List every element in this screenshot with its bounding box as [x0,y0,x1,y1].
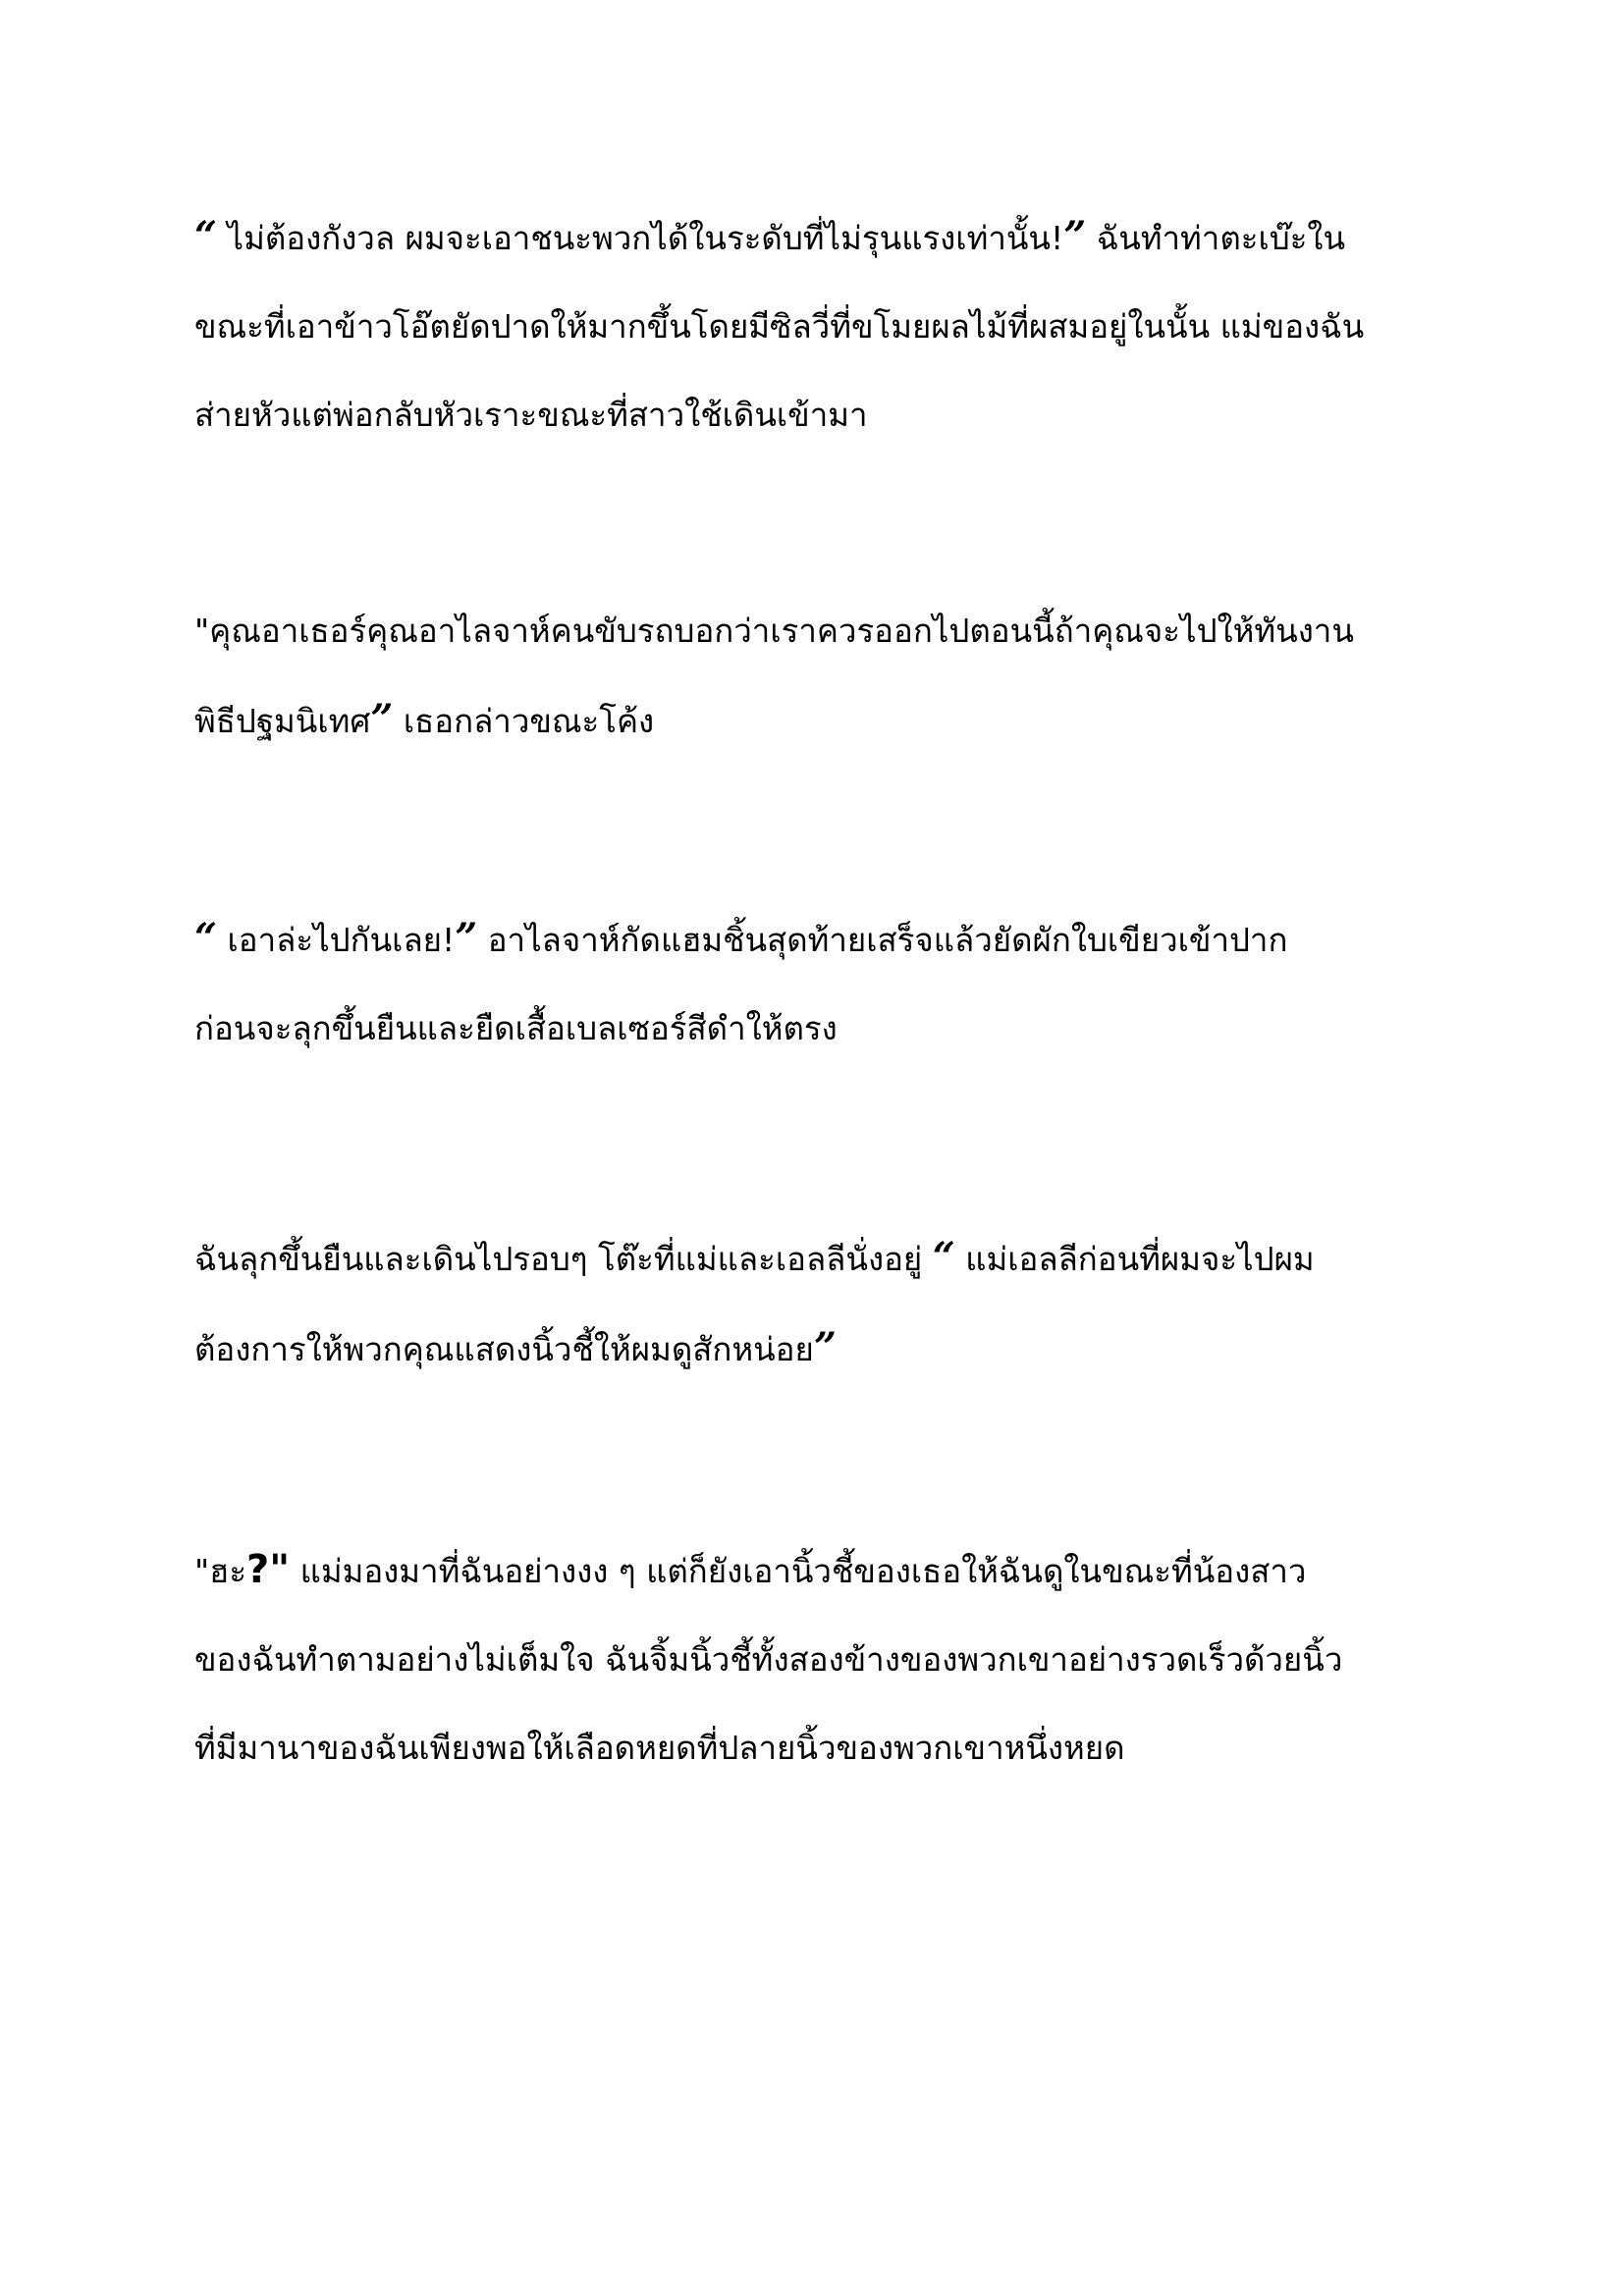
open-quote: “ [194,915,218,961]
close-quote: ” [455,915,478,961]
text-line [194,1616,1441,1704]
text-run: แม่เอลลีก่อนที่ผมจะไปผม [954,1240,1315,1278]
close-quote: ” [813,1324,837,1370]
text-run: "คุณอาเธอร์คุณอาไลจาห์คนขับรถบอกว่าเราควรออกไปตอนนี้ถ้าคุณจะไปให้ทันงาน [194,612,1354,650]
text-line [194,192,1441,283]
text-run: ที่มีมานาของฉันเพียงพอให้เลือดหยดที่ปลายนิ้วของพวกเขาหนึ่งหยด [194,1729,1125,1767]
paragraph-3 [194,894,1441,1073]
text-run: เอาล่ะไปกันเลย! [217,921,456,959]
text-run: ต้องการให้พวกคุณแสดงนิ้วชี้ให้ผมดูสักหน่อย [194,1330,814,1368]
paragraph-1 [194,192,1441,459]
paragraph-5 [194,1525,1441,1792]
text-run: อาไลจาห์กัดแฮมชิ้นสุดท้ายเสร็จแล้วยัดผักใบเขียวเข้าปาก [477,921,1288,959]
text-run: ขณะที่เอาข้าวโอ๊ตยัดปาดให้มากขึ้นโดยมีซิลวี่ที่ขโมยผลไม้ที่ผสมอยู่ในนั้น แม่ของฉัน [194,307,1365,346]
open-quote: “ [932,1234,955,1280]
question-mark: ?" [246,1547,291,1592]
text-line [194,283,1441,371]
text-run: ของฉันทำตามอย่างไม่เต็มใจ ฉันจิ้มนิ้วชี้ทั้งสองข้างของพวกเขาอย่างรวดเร็วด้วยนิ้ว [194,1640,1343,1679]
text-run: ฉันทำท่าตะเบ๊ะใน [1086,219,1346,257]
text-line [194,894,1441,985]
text-line [194,985,1441,1073]
open-quote: “ [194,213,218,259]
text-run: ส่ายหัวแต่พ่อกลับหัวเราะขณะที่สาวใช้เดินเข้ามา [194,396,868,434]
text-run: ไม่ต้องกังวล ผมจะเอาชนะพวกได้ในระดับที่ไม่รุนแรงเท่านั้น! [217,219,1064,257]
close-quote: ” [1063,213,1087,259]
text-line [194,587,1441,675]
text-run: แม่มองมาที่ฉันอย่างงง ๆ แต่ก็ยังเอานิ้วชี้ของเธอให้ฉันดูในขณะที่น้องสาว [290,1552,1307,1590]
text-line [194,1525,1441,1616]
text-line [194,1704,1441,1792]
text-run: พิธีปฐมนิเทศ [194,702,371,740]
text-line [194,1304,1441,1394]
paragraph-4 [194,1213,1441,1394]
text-line [194,1213,1441,1304]
text-line [194,675,1441,766]
text-run: ฉันลุกขึ้นยืนและเดินไปรอบๆ โต๊ะที่แม่และเอลลีนั่งอยู่ [194,1240,933,1278]
text-run: "ฮะ [194,1552,247,1590]
text-run: เธอกล่าวขณะโค้ง [393,702,655,740]
text-line [194,371,1441,459]
text-run: ก่อนจะลุกขึ้นยืนและยืดเสื้อเบลเซอร์สีดำให้ตรง [194,1009,838,1047]
paragraph-2 [194,587,1441,766]
close-quote: ” [370,696,394,742]
